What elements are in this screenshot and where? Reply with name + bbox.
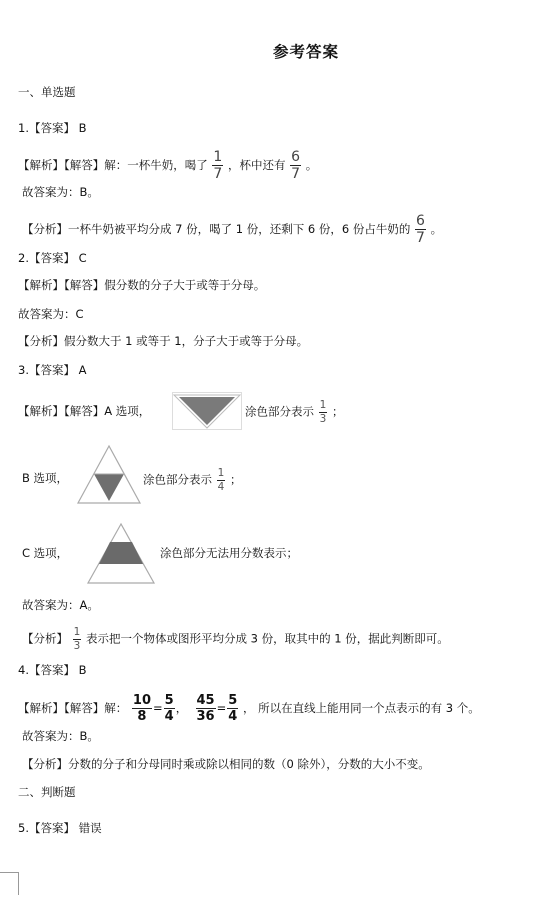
section-heading-true-false: 二、判断题 (18, 785, 76, 799)
q4-answer: 4.【答案】 B (18, 663, 87, 677)
q1-note: 【分析】一杯牛奶被平均分成 7 份，喝了 1 份，还剩下 6 份，6 份占牛奶的 $\frac{6}{7}$ 。 (22, 213, 443, 246)
q3-option-a-fraction: $\frac{1}{3}$ (319, 399, 327, 425)
triangle-figure-b (76, 444, 142, 506)
q2-analysis: 【解析】【解答】假分数的分子大于或等于分母。 (18, 278, 266, 292)
q1-fraction-drunk: $\frac{1}{7}$ (213, 149, 223, 182)
q1-analysis: 【解析】【解答】解：一杯牛奶，喝了 $\frac{1}{7}$ ，杯中还有 $\frac{6}{7}$ 。 (18, 149, 318, 182)
q3-option-b-text: 涂色部分表示 $\frac{1}{4}$ ； (143, 467, 242, 493)
q3-option-c-label: C 选项， (22, 546, 69, 560)
q4-result: 故答案为：B。 (22, 729, 99, 743)
triangle-figure-c (86, 522, 156, 586)
q3-result: 故答案为：A。 (22, 598, 99, 612)
q4-fraction-5-4-first: $\frac{5}{4}$ (164, 693, 174, 724)
q3-option-a-label: 【解析】【解答】A 选项， (18, 404, 151, 418)
q3-option-b-fraction: $\frac{1}{4}$ (217, 467, 225, 493)
q5-answer: 5.【答案】 错误 (18, 821, 102, 835)
q3-note: 【分析】 $\frac{1}{3}$ 表示把一个物体或图形平均分成 3 份，取其中的 1 份，据此判断即可。 (22, 626, 449, 652)
q4-fraction-10-8: $\frac{10}{8}$ (132, 693, 151, 724)
q1-fraction-left: $\frac{6}{7}$ (291, 149, 301, 182)
q2-note: 【分析】假分数大于 1 或等于 1，分子大于或等于分母。 (18, 334, 309, 348)
q4-fraction-5-4-second: $\frac{5}{4}$ (228, 693, 238, 724)
q4-note: 【分析】分数的分子和分母同时乘或除以相同的数（0 除外），分数的大小不变。 (22, 757, 430, 771)
triangle-figure-a (172, 392, 242, 430)
q4-fraction-45-36: $\frac{45}{36}$ (196, 693, 215, 724)
q3-answer: 3.【答案】 A (18, 363, 87, 377)
page-title: 参考答案 (272, 43, 339, 61)
q3-note-fraction: $\frac{1}{3}$ (73, 626, 81, 652)
q2-answer: 2.【答案】 C (18, 251, 87, 265)
q4-analysis: 【解析】【解答】解： $\frac{10}{8}$ = $\frac{5}{4}$ ， $\frac{45}{36}$ = $\frac{5}{4}$ ， 所以在直线上能用同一个点表示的有 3 个。 (18, 693, 480, 724)
q3-option-c-text: 涂色部分无法用分数表示； (160, 546, 298, 560)
page-corner-mark (0, 872, 19, 895)
q3-option-b-label: B 选项， (22, 471, 69, 485)
q1-answer: 1.【答案】 B (18, 121, 87, 135)
section-heading-single-choice: 一、单选题 (18, 85, 76, 99)
q1-note-fraction: $\frac{6}{7}$ (416, 213, 425, 246)
q2-result: 故答案为：C (18, 307, 84, 321)
q3-option-a-text: 涂色部分表示 $\frac{1}{3}$ ； (245, 399, 344, 425)
q1-result: 故答案为：B。 (22, 185, 99, 199)
